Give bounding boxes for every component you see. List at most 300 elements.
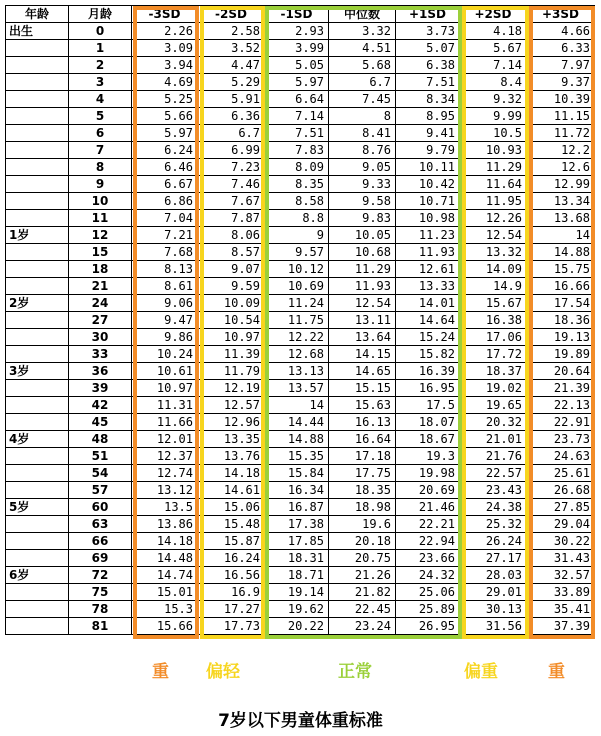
cell-median: 8.41 <box>329 125 396 142</box>
cell-minus1sd: 8.09 <box>265 159 329 176</box>
table-row <box>6 482 595 499</box>
cell-median: 6.7 <box>329 74 396 91</box>
table-row <box>6 550 595 567</box>
cell-month: 27 <box>69 312 132 329</box>
cell-minus1sd: 11.24 <box>265 295 329 312</box>
cell-minus1sd: 9.57 <box>265 244 329 261</box>
cell-minus1sd: 5.97 <box>265 74 329 91</box>
cell-plus1sd: 18.67 <box>396 431 460 448</box>
cell-median: 17.18 <box>329 448 396 465</box>
cell-month: 12 <box>69 227 132 244</box>
header-minus3sd: -3SD <box>132 6 198 23</box>
cell-plus3sd: 4.66 <box>527 23 595 40</box>
cell-minus2sd: 11.79 <box>198 363 265 380</box>
cell-minus1sd: 7.83 <box>265 142 329 159</box>
cell-minus3sd: 12.37 <box>132 448 198 465</box>
cell-plus1sd: 25.06 <box>396 584 460 601</box>
cell-median: 9.83 <box>329 210 396 227</box>
header-month: 月龄 <box>69 6 132 23</box>
cell-month: 45 <box>69 414 132 431</box>
cell-month: 54 <box>69 465 132 482</box>
cell-median: 8.76 <box>329 142 396 159</box>
table-row <box>6 193 595 210</box>
cell-plus3sd: 20.64 <box>527 363 595 380</box>
cell-plus2sd: 16.38 <box>460 312 527 329</box>
cell-plus2sd: 18.37 <box>460 363 527 380</box>
cell-plus1sd: 9.79 <box>396 142 460 159</box>
cell-minus2sd: 16.9 <box>198 584 265 601</box>
cell-median: 21.82 <box>329 584 396 601</box>
cell-plus1sd: 10.71 <box>396 193 460 210</box>
cell-median: 20.75 <box>329 550 396 567</box>
cell-plus2sd: 19.02 <box>460 380 527 397</box>
cell-minus2sd: 13.76 <box>198 448 265 465</box>
cell-plus2sd: 12.54 <box>460 227 527 244</box>
table-row <box>6 380 595 397</box>
cell-median: 14.15 <box>329 346 396 363</box>
cell-plus1sd: 19.3 <box>396 448 460 465</box>
cell-plus3sd: 23.73 <box>527 431 595 448</box>
cell-age: 3岁 <box>6 363 69 380</box>
cell-minus1sd: 13.57 <box>265 380 329 397</box>
category-label-severe-high: 重 <box>548 662 565 682</box>
cell-median: 12.54 <box>329 295 396 312</box>
cell-plus1sd: 16.39 <box>396 363 460 380</box>
category-label-overweight: 偏重 <box>464 662 498 682</box>
cell-plus3sd: 29.04 <box>527 516 595 533</box>
cell-plus2sd: 9.99 <box>460 108 527 125</box>
cell-month: 3 <box>69 74 132 91</box>
header-minus2sd: -2SD <box>198 6 265 23</box>
cell-plus2sd: 10.5 <box>460 125 527 142</box>
cell-month: 57 <box>69 482 132 499</box>
table-row <box>6 363 595 380</box>
cell-month: 15 <box>69 244 132 261</box>
cell-minus3sd: 4.69 <box>132 74 198 91</box>
cell-month: 39 <box>69 380 132 397</box>
cell-minus2sd: 3.52 <box>198 40 265 57</box>
cell-month: 1 <box>69 40 132 57</box>
cell-minus2sd: 11.39 <box>198 346 265 363</box>
cell-month: 42 <box>69 397 132 414</box>
cell-minus3sd: 10.61 <box>132 363 198 380</box>
cell-plus1sd: 20.69 <box>396 482 460 499</box>
cell-minus1sd: 14.44 <box>265 414 329 431</box>
cell-month: 6 <box>69 125 132 142</box>
cell-month: 10 <box>69 193 132 210</box>
cell-median: 15.15 <box>329 380 396 397</box>
cell-minus1sd: 18.71 <box>265 567 329 584</box>
cell-plus1sd: 14.64 <box>396 312 460 329</box>
cell-plus3sd: 22.13 <box>527 397 595 414</box>
cell-minus2sd: 5.29 <box>198 74 265 91</box>
cell-minus3sd: 13.86 <box>132 516 198 533</box>
cell-plus1sd: 10.11 <box>396 159 460 176</box>
cell-month: 78 <box>69 601 132 618</box>
cell-age: 5岁 <box>6 499 69 516</box>
cell-age: 1岁 <box>6 227 69 244</box>
cell-age <box>6 312 69 329</box>
cell-minus2sd: 17.27 <box>198 601 265 618</box>
cell-minus1sd: 14 <box>265 397 329 414</box>
cell-minus3sd: 9.47 <box>132 312 198 329</box>
cell-month: 0 <box>69 23 132 40</box>
cell-minus3sd: 15.01 <box>132 584 198 601</box>
table-row <box>6 329 595 346</box>
cell-median: 5.68 <box>329 57 396 74</box>
cell-plus3sd: 13.34 <box>527 193 595 210</box>
cell-median: 22.45 <box>329 601 396 618</box>
cell-median: 16.64 <box>329 431 396 448</box>
cell-plus2sd: 31.56 <box>460 618 527 635</box>
cell-median: 9.33 <box>329 176 396 193</box>
cell-median: 14.65 <box>329 363 396 380</box>
cell-month: 75 <box>69 584 132 601</box>
table-row <box>6 397 595 414</box>
cell-minus1sd: 8.35 <box>265 176 329 193</box>
cell-minus2sd: 12.96 <box>198 414 265 431</box>
cell-plus2sd: 13.32 <box>460 244 527 261</box>
cell-minus1sd: 16.34 <box>265 482 329 499</box>
header-plus1sd: +1SD <box>396 6 460 23</box>
cell-plus3sd: 19.89 <box>527 346 595 363</box>
cell-age <box>6 193 69 210</box>
cell-plus1sd: 25.89 <box>396 601 460 618</box>
cell-month: 11 <box>69 210 132 227</box>
cell-plus3sd: 31.43 <box>527 550 595 567</box>
cell-month: 48 <box>69 431 132 448</box>
cell-month: 7 <box>69 142 132 159</box>
cell-plus2sd: 14.09 <box>460 261 527 278</box>
cell-plus2sd: 9.32 <box>460 91 527 108</box>
table-row <box>6 533 595 550</box>
cell-minus2sd: 8.06 <box>198 227 265 244</box>
cell-minus3sd: 10.24 <box>132 346 198 363</box>
table-row <box>6 431 595 448</box>
cell-minus3sd: 3.09 <box>132 40 198 57</box>
cell-minus1sd: 19.14 <box>265 584 329 601</box>
cell-plus1sd: 10.42 <box>396 176 460 193</box>
cell-plus3sd: 37.39 <box>527 618 595 635</box>
category-label-normal: 正常 <box>338 662 372 682</box>
cell-plus3sd: 11.15 <box>527 108 595 125</box>
cell-plus1sd: 7.51 <box>396 74 460 91</box>
cell-median: 4.51 <box>329 40 396 57</box>
cell-plus2sd: 19.65 <box>460 397 527 414</box>
cell-minus3sd: 8.13 <box>132 261 198 278</box>
cell-plus1sd: 16.95 <box>396 380 460 397</box>
cell-median: 23.24 <box>329 618 396 635</box>
cell-age <box>6 74 69 91</box>
cell-minus2sd: 2.58 <box>198 23 265 40</box>
table-row <box>6 74 595 91</box>
cell-minus3sd: 15.66 <box>132 618 198 635</box>
cell-minus3sd: 7.68 <box>132 244 198 261</box>
cell-minus2sd: 7.46 <box>198 176 265 193</box>
cell-median: 15.63 <box>329 397 396 414</box>
cell-plus3sd: 11.72 <box>527 125 595 142</box>
cell-plus3sd: 7.97 <box>527 57 595 74</box>
cell-minus1sd: 15.84 <box>265 465 329 482</box>
cell-plus3sd: 25.61 <box>527 465 595 482</box>
cell-plus2sd: 5.67 <box>460 40 527 57</box>
cell-plus1sd: 21.46 <box>396 499 460 516</box>
cell-age <box>6 57 69 74</box>
cell-age <box>6 533 69 550</box>
cell-plus1sd: 24.32 <box>396 567 460 584</box>
cell-plus3sd: 27.85 <box>527 499 595 516</box>
cell-plus1sd: 8.34 <box>396 91 460 108</box>
cell-minus1sd: 16.87 <box>265 499 329 516</box>
cell-median: 20.18 <box>329 533 396 550</box>
table-row <box>6 584 595 601</box>
cell-plus1sd: 11.93 <box>396 244 460 261</box>
cell-month: 36 <box>69 363 132 380</box>
cell-plus3sd: 33.89 <box>527 584 595 601</box>
cell-median: 8 <box>329 108 396 125</box>
cell-minus2sd: 16.24 <box>198 550 265 567</box>
cell-plus2sd: 30.13 <box>460 601 527 618</box>
table-row <box>6 261 595 278</box>
cell-plus3sd: 13.68 <box>527 210 595 227</box>
cell-plus1sd: 22.94 <box>396 533 460 550</box>
cell-minus2sd: 6.36 <box>198 108 265 125</box>
cell-age <box>6 414 69 431</box>
table-row <box>6 125 595 142</box>
cell-month: 69 <box>69 550 132 567</box>
cell-plus2sd: 11.29 <box>460 159 527 176</box>
cell-month: 9 <box>69 176 132 193</box>
table-row <box>6 142 595 159</box>
table-row <box>6 91 595 108</box>
cell-minus1sd: 11.75 <box>265 312 329 329</box>
cell-plus1sd: 6.38 <box>396 57 460 74</box>
cell-age <box>6 244 69 261</box>
cell-minus3sd: 8.61 <box>132 278 198 295</box>
cell-plus1sd: 11.23 <box>396 227 460 244</box>
cell-minus1sd: 12.68 <box>265 346 329 363</box>
table-row <box>6 210 595 227</box>
table-row <box>6 295 595 312</box>
cell-minus3sd: 13.5 <box>132 499 198 516</box>
header-plus2sd: +2SD <box>460 6 527 23</box>
table-row <box>6 176 595 193</box>
cell-minus2sd: 13.35 <box>198 431 265 448</box>
category-label-severe-low: 重 <box>152 662 169 682</box>
cell-age: 2岁 <box>6 295 69 312</box>
cell-month: 81 <box>69 618 132 635</box>
cell-minus1sd: 13.13 <box>265 363 329 380</box>
cell-median: 13.11 <box>329 312 396 329</box>
cell-plus1sd: 9.41 <box>396 125 460 142</box>
cell-plus1sd: 22.21 <box>396 516 460 533</box>
cell-minus2sd: 15.48 <box>198 516 265 533</box>
cell-plus2sd: 14.9 <box>460 278 527 295</box>
cell-age <box>6 516 69 533</box>
cell-minus3sd: 14.18 <box>132 533 198 550</box>
cell-minus2sd: 6.7 <box>198 125 265 142</box>
cell-age <box>6 397 69 414</box>
cell-minus1sd: 20.22 <box>265 618 329 635</box>
table-row <box>6 499 595 516</box>
table-row <box>6 448 595 465</box>
table-row <box>6 567 595 584</box>
cell-minus2sd: 5.91 <box>198 91 265 108</box>
cell-minus3sd: 3.94 <box>132 57 198 74</box>
cell-minus1sd: 18.31 <box>265 550 329 567</box>
cell-plus1sd: 18.07 <box>396 414 460 431</box>
cell-minus2sd: 7.67 <box>198 193 265 210</box>
cell-minus2sd: 10.54 <box>198 312 265 329</box>
cell-median: 7.45 <box>329 91 396 108</box>
cell-plus2sd: 22.57 <box>460 465 527 482</box>
cell-month: 72 <box>69 567 132 584</box>
cell-month: 24 <box>69 295 132 312</box>
cell-plus3sd: 21.39 <box>527 380 595 397</box>
cell-plus2sd: 24.38 <box>460 499 527 516</box>
cell-median: 17.75 <box>329 465 396 482</box>
cell-minus3sd: 5.66 <box>132 108 198 125</box>
cell-plus1sd: 3.73 <box>396 23 460 40</box>
cell-minus2sd: 7.87 <box>198 210 265 227</box>
table-row <box>6 312 595 329</box>
cell-minus2sd: 9.07 <box>198 261 265 278</box>
cell-median: 16.13 <box>329 414 396 431</box>
cell-month: 2 <box>69 57 132 74</box>
cell-minus1sd: 17.85 <box>265 533 329 550</box>
cell-minus2sd: 7.23 <box>198 159 265 176</box>
table-row <box>6 40 595 57</box>
cell-age <box>6 380 69 397</box>
cell-minus3sd: 10.97 <box>132 380 198 397</box>
cell-minus3sd: 11.66 <box>132 414 198 431</box>
cell-age <box>6 261 69 278</box>
cell-minus2sd: 12.19 <box>198 380 265 397</box>
cell-median: 11.29 <box>329 261 396 278</box>
cell-minus2sd: 10.09 <box>198 295 265 312</box>
cell-age <box>6 482 69 499</box>
cell-plus3sd: 19.13 <box>527 329 595 346</box>
cell-minus1sd: 5.05 <box>265 57 329 74</box>
table-caption: 7岁以下男童体重标准 <box>218 711 383 731</box>
cell-age <box>6 550 69 567</box>
cell-plus3sd: 32.57 <box>527 567 595 584</box>
cell-plus1sd: 8.95 <box>396 108 460 125</box>
cell-minus1sd: 10.69 <box>265 278 329 295</box>
cell-plus3sd: 12.2 <box>527 142 595 159</box>
cell-age <box>6 346 69 363</box>
cell-minus1sd: 10.12 <box>265 261 329 278</box>
cell-minus3sd: 2.26 <box>132 23 198 40</box>
cell-month: 8 <box>69 159 132 176</box>
cell-plus3sd: 35.41 <box>527 601 595 618</box>
cell-plus2sd: 8.4 <box>460 74 527 91</box>
cell-plus1sd: 23.66 <box>396 550 460 567</box>
table-row <box>6 159 595 176</box>
cell-age <box>6 448 69 465</box>
cell-month: 33 <box>69 346 132 363</box>
cell-minus1sd: 2.93 <box>265 23 329 40</box>
cell-minus2sd: 14.61 <box>198 482 265 499</box>
cell-plus1sd: 12.61 <box>396 261 460 278</box>
cell-month: 4 <box>69 91 132 108</box>
cell-minus2sd: 6.99 <box>198 142 265 159</box>
cell-age <box>6 584 69 601</box>
cell-minus2sd: 4.47 <box>198 57 265 74</box>
cell-plus3sd: 14 <box>527 227 595 244</box>
cell-minus2sd: 10.97 <box>198 329 265 346</box>
cell-minus3sd: 15.3 <box>132 601 198 618</box>
cell-age <box>6 210 69 227</box>
cell-age <box>6 40 69 57</box>
cell-minus3sd: 11.31 <box>132 397 198 414</box>
cell-median: 13.64 <box>329 329 396 346</box>
cell-plus3sd: 6.33 <box>527 40 595 57</box>
cell-minus2sd: 16.56 <box>198 567 265 584</box>
cell-minus2sd: 9.59 <box>198 278 265 295</box>
cell-plus3sd: 17.54 <box>527 295 595 312</box>
cell-minus2sd: 17.73 <box>198 618 265 635</box>
cell-plus3sd: 16.66 <box>527 278 595 295</box>
cell-plus1sd: 14.01 <box>396 295 460 312</box>
cell-age <box>6 329 69 346</box>
cell-plus3sd: 22.91 <box>527 414 595 431</box>
cell-plus3sd: 24.63 <box>527 448 595 465</box>
cell-minus3sd: 12.74 <box>132 465 198 482</box>
cell-median: 18.98 <box>329 499 396 516</box>
cell-minus2sd: 14.18 <box>198 465 265 482</box>
cell-month: 18 <box>69 261 132 278</box>
cell-plus3sd: 9.37 <box>527 74 595 91</box>
cell-plus2sd: 11.95 <box>460 193 527 210</box>
cell-plus2sd: 29.01 <box>460 584 527 601</box>
table-row <box>6 346 595 363</box>
cell-month: 21 <box>69 278 132 295</box>
cell-minus3sd: 6.24 <box>132 142 198 159</box>
cell-plus3sd: 12.99 <box>527 176 595 193</box>
cell-plus1sd: 19.98 <box>396 465 460 482</box>
cell-median: 18.35 <box>329 482 396 499</box>
table-row <box>6 57 595 74</box>
cell-minus3sd: 14.74 <box>132 567 198 584</box>
cell-minus1sd: 19.62 <box>265 601 329 618</box>
cell-plus2sd: 26.24 <box>460 533 527 550</box>
cell-age: 出生 <box>6 23 69 40</box>
weight-table-container <box>5 5 595 635</box>
table-row <box>6 601 595 618</box>
cell-age <box>6 125 69 142</box>
cell-age <box>6 176 69 193</box>
cell-minus1sd: 6.64 <box>265 91 329 108</box>
cell-plus1sd: 5.07 <box>396 40 460 57</box>
table-row <box>6 414 595 431</box>
cell-median: 9.05 <box>329 159 396 176</box>
cell-month: 5 <box>69 108 132 125</box>
table-row <box>6 108 595 125</box>
cell-minus1sd: 14.88 <box>265 431 329 448</box>
table-row <box>6 227 595 244</box>
cell-plus3sd: 10.39 <box>527 91 595 108</box>
cell-median: 3.32 <box>329 23 396 40</box>
cell-age <box>6 601 69 618</box>
cell-minus3sd: 13.12 <box>132 482 198 499</box>
cell-plus2sd: 12.26 <box>460 210 527 227</box>
cell-plus3sd: 18.36 <box>527 312 595 329</box>
category-label-underweight: 偏轻 <box>206 662 240 682</box>
cell-minus3sd: 9.86 <box>132 329 198 346</box>
cell-age <box>6 465 69 482</box>
cell-minus3sd: 6.46 <box>132 159 198 176</box>
